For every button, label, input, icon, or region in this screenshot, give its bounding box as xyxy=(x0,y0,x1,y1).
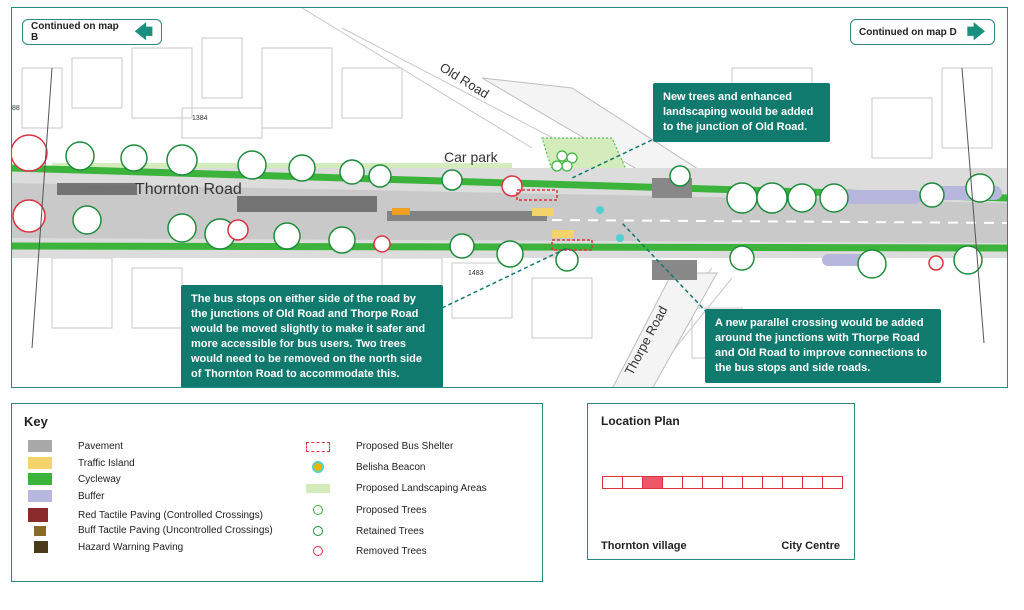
location-segment xyxy=(822,476,843,489)
old-road-label: Old Road xyxy=(437,59,492,102)
key-item-buffer xyxy=(28,490,105,502)
belisha-beacon-icon xyxy=(306,461,330,473)
continued-map-b-button[interactable] xyxy=(22,19,162,45)
key-label: Red Tactile Paving (Controlled Crossings) xyxy=(78,509,263,521)
key-label: Pavement xyxy=(78,440,124,452)
proposed-tree-icon xyxy=(306,504,330,516)
traffic-island-swatch xyxy=(28,457,52,469)
junction-paving-south xyxy=(652,260,697,280)
key-item-belisha xyxy=(306,461,426,473)
key-item-bus-shelter xyxy=(306,441,453,452)
location-segment xyxy=(802,476,823,489)
location-strip xyxy=(602,476,842,489)
location-plan-title: Location Plan xyxy=(601,414,680,428)
belisha-beacon-1 xyxy=(596,206,604,214)
callout-bus-stops: The bus stops on either side of the road by the junctions of Old Road and Thorpe Road would be moved slightly to make it safer and more accessible for bus users. Two trees would need to be removed on the north side of Thornton Road to accommodate this. xyxy=(181,285,443,388)
plot-number-88: 88 xyxy=(12,105,20,112)
location-segment xyxy=(662,476,683,489)
key-label: Cycleway xyxy=(78,473,121,485)
thorpe-road-label: Thorpe Road xyxy=(621,303,671,378)
buff-tactile-swatch xyxy=(34,526,46,536)
buffer-swatch xyxy=(28,490,52,502)
key-item-hazard xyxy=(28,541,183,553)
retained-tree-icon xyxy=(306,525,330,537)
traffic-island-2 xyxy=(552,230,574,238)
key-item-red-tactile xyxy=(28,508,263,522)
key-panel xyxy=(11,403,543,582)
key-label: Proposed Trees xyxy=(356,504,427,516)
key-label: Proposed Bus Shelter xyxy=(356,441,454,452)
key-item-removed-trees xyxy=(306,545,427,557)
plot-number-1483: 1483 xyxy=(468,270,484,277)
key-label: Buff Tactile Paving (Uncontrolled Crossings) xyxy=(78,525,273,536)
belisha-beacon-2 xyxy=(616,234,624,242)
pavement-swatch xyxy=(28,440,52,452)
key-label: Traffic Island xyxy=(78,457,135,469)
key-label: Removed Trees xyxy=(356,545,427,557)
location-segment xyxy=(602,476,623,489)
key-label: Belisha Beacon xyxy=(356,461,426,473)
callout-parallel-crossing: A new parallel crossing would be added around the junctions with Thorpe Road and Old Road to improve connections to the bus stops and side roads. xyxy=(705,309,941,383)
key-label: Hazard Warning Paving xyxy=(78,541,184,553)
key-item-cycleway xyxy=(28,473,121,485)
location-segment xyxy=(762,476,783,489)
cycleway-swatch xyxy=(28,473,52,485)
continued-map-b-label: Continued on map B xyxy=(31,21,119,43)
car-park-label: Car park xyxy=(444,149,498,165)
location-segment xyxy=(682,476,703,489)
bus-shelter-swatch xyxy=(306,442,330,452)
hazard-swatch xyxy=(34,541,48,553)
location-plan-panel xyxy=(587,403,855,560)
traffic-island-1 xyxy=(532,208,554,216)
landscaping-swatch xyxy=(306,484,330,493)
traffic-island-3 xyxy=(392,208,410,215)
arrow-right-icon: 🡆 xyxy=(966,22,986,42)
key-item-proposed-trees xyxy=(306,504,427,516)
key-item-landscaping xyxy=(306,483,487,494)
location-segment xyxy=(722,476,743,489)
map-panel xyxy=(11,7,1008,388)
key-item-traffic-island xyxy=(28,457,135,469)
location-segment-current xyxy=(642,476,663,489)
key-item-buff-tactile xyxy=(28,525,273,536)
red-tactile-swatch xyxy=(28,508,48,522)
arrow-left-icon: 🡄 xyxy=(134,22,153,42)
location-left-label: Thornton village xyxy=(601,540,687,552)
continued-map-d-label: Continued on map D xyxy=(859,26,957,38)
removed-tree-icon xyxy=(306,545,330,557)
plot-number-1384: 1384 xyxy=(192,115,208,122)
key-label: Retained Trees xyxy=(356,525,424,537)
location-segment xyxy=(702,476,723,489)
location-segment xyxy=(622,476,643,489)
continued-map-d-button[interactable] xyxy=(850,19,995,45)
key-label: Buffer xyxy=(78,490,105,502)
callout-new-trees: New trees and enhanced landscaping would be added to the junction of Old Road. xyxy=(653,83,830,142)
key-title: Key xyxy=(24,414,48,429)
thornton-road-label: Thornton Road xyxy=(135,181,242,198)
location-segment xyxy=(742,476,763,489)
location-right-label: City Centre xyxy=(781,540,840,552)
location-segment xyxy=(782,476,803,489)
key-item-retained-trees xyxy=(306,525,424,537)
key-item-pavement xyxy=(28,440,123,452)
key-label: Proposed Landscaping Areas xyxy=(356,483,487,494)
